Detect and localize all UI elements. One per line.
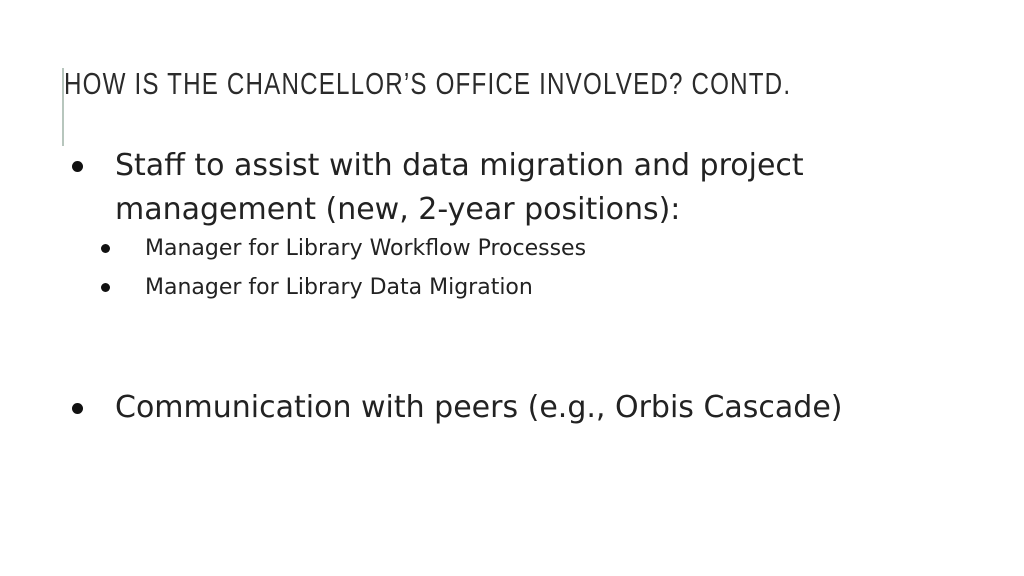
sub-bullet-item-data-migration: [101, 274, 533, 302]
bullet-text: Communication with peers (e.g., Orbis Cascade): [115, 390, 843, 425]
bullet-dot-icon: [72, 161, 83, 172]
sub-bullet-dot-icon: [101, 283, 110, 292]
slide-title: HOW IS THE CHANCELLOR’S OFFICE INVOLVED? CONTD.: [64, 66, 792, 101]
sub-bullet-item-workflow: [101, 235, 586, 263]
sub-bullet-dot-icon: [101, 244, 110, 253]
sub-bullet-text: Manager for Library Workflow Processes: [145, 236, 587, 261]
sub-bullet-text: Manager for Library Data Migration: [145, 275, 533, 300]
bullet-item-communication: [72, 386, 875, 430]
bullet-item-staff: [72, 144, 875, 232]
bullet-dot-icon: [72, 403, 83, 414]
bullet-text: Staff to assist with data migration and project management (new, 2-year positions):: [115, 148, 804, 227]
